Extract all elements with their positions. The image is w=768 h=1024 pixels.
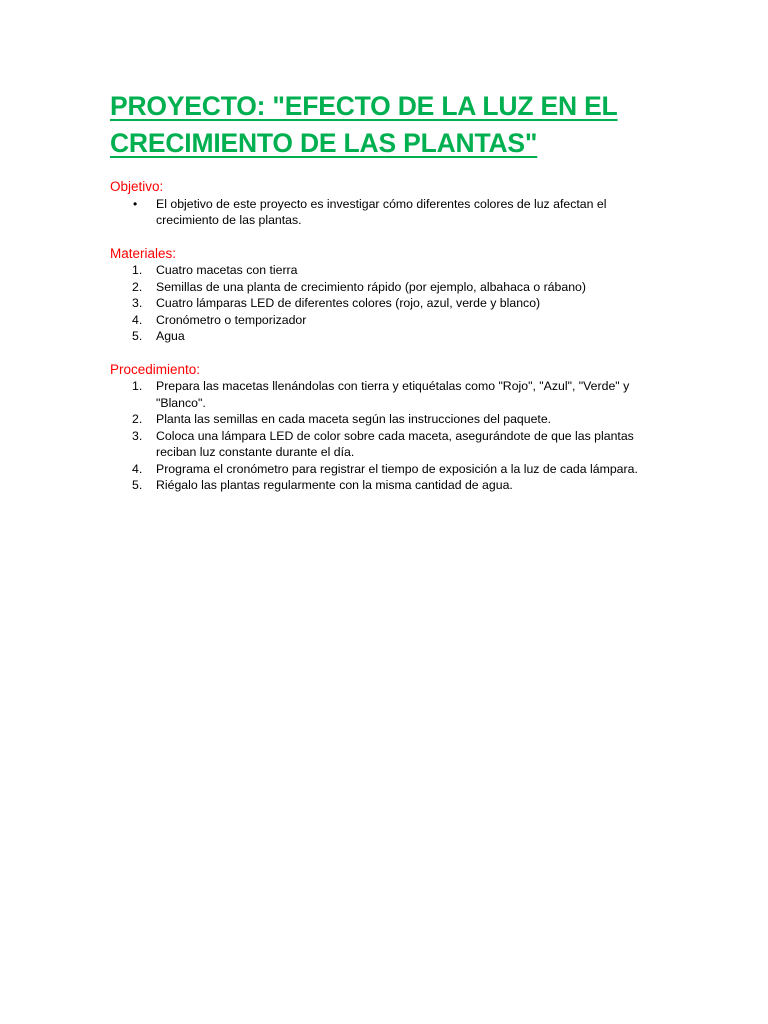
list-number: 2.: [132, 412, 143, 426]
bullet-marker: •: [133, 196, 138, 211]
list-item: [110, 279, 670, 296]
list-item-text: Coloca una lámpara LED de color sobre cada maceta, asegurándote de que las plantas reciban luz constante durante el día.: [156, 428, 634, 459]
list-item-text: Cronómetro o temporizador: [156, 312, 307, 327]
list-number: 5.: [132, 478, 143, 492]
list-number: 4.: [132, 312, 143, 327]
list-item-text: Prepara las macetas llenándolas con tierra y etiquétalas como "Rojo", "Azul", "Verde" y "Blanco".: [156, 379, 630, 410]
document-page: [110, 88, 670, 494]
list-number: 1.: [132, 379, 143, 393]
objetivo-heading: Objetivo:: [110, 179, 164, 194]
list-item-text: Semillas de una planta de crecimiento rápido (por ejemplo, albahaca o rábano): [156, 279, 586, 294]
list-number: 1.: [132, 263, 143, 277]
section-objetivo: [110, 179, 670, 229]
list-item-text: Cuatro macetas con tierra: [156, 263, 298, 277]
list-item: [110, 295, 670, 312]
list-number: 3.: [132, 296, 143, 310]
list-item: [110, 328, 670, 345]
list-item-text: Programa el cronómetro para registrar el tiempo de exposición a la luz de cada lámpara.: [156, 461, 638, 476]
materiales-list: [110, 262, 670, 345]
list-item: [110, 461, 670, 478]
list-number: 5.: [132, 329, 143, 343]
section-materiales: [110, 246, 670, 345]
procedimiento-list: [110, 378, 670, 494]
document-title: PROYECTO: "EFECTO DE LA LUZ EN EL CRECIMIENTO DE LAS PLANTAS": [110, 91, 618, 158]
list-item-text: Cuatro lámparas LED de diferentes colores (rojo, azul, verde y blanco): [156, 296, 541, 310]
list-item: [110, 411, 670, 428]
list-item: [110, 477, 670, 494]
list-number: 4.: [132, 461, 143, 476]
list-number: 3.: [132, 428, 143, 443]
objetivo-list: [110, 196, 670, 229]
list-item: [110, 262, 670, 279]
materiales-heading: Materiales:: [110, 245, 177, 261]
list-item: [110, 428, 670, 461]
list-item: [110, 196, 670, 229]
list-item-text: Planta las semillas en cada maceta según las instrucciones del paquete.: [156, 412, 552, 426]
list-item-text: Riégalo las plantas regularmente con la misma cantidad de agua.: [156, 478, 513, 492]
list-item: [110, 312, 670, 329]
section-procedimiento: [110, 362, 670, 494]
list-item: [110, 378, 670, 411]
list-number: 2.: [132, 279, 143, 294]
list-item-text: Agua: [156, 329, 185, 343]
procedimiento-heading: Procedimiento:: [110, 361, 201, 377]
list-item-text: El objetivo de este proyecto es investigar cómo diferentes colores de luz afectan el crecimiento de las plantas.: [156, 196, 607, 227]
